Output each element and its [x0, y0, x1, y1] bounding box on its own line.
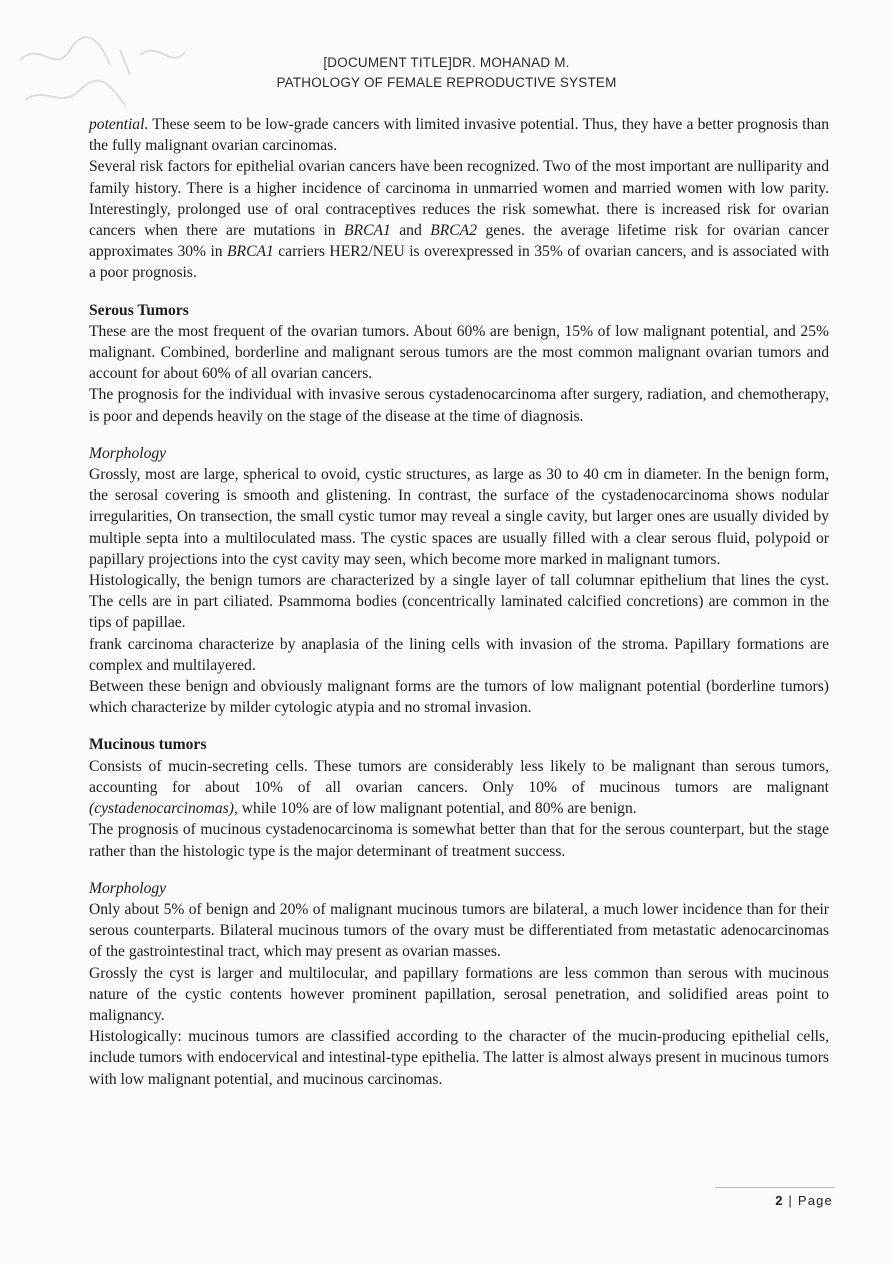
serous-paragraph-1: These are the most frequent of the ovarian tumors. About 60% are benign, 15% of low malignant potential, and 25% malignant. Combined, borderline and malignant serous tumors are the most common malignant ovarian tumors and account for about 60% of all ovarian cancers. — [89, 322, 829, 383]
intro-paragraph-2: Several risk factors for epithelial ovarian cancers have been recognized. Two of the most important are nulliparity and family history. There is a higher incidence of carcinoma in unmarried women and married women with low parity. Interestingly, prolonged use of oral contraceptives reduces the risk somewhat. there is increased risk for ovarian cancers when there are mutations in BRCA1 and BRCA2 genes. the average lifetime risk for ovarian cancer approximates 30% in BRCA1 carriers HER2/NEU is overexpressed in 35% of ovarian cancers, and is associated with a poor prognosis. — [89, 158, 829, 282]
page-footer — [775, 1193, 833, 1208]
document-body — [89, 114, 829, 1090]
header-title: [DOCUMENT TITLE]DR. MOHANAD M. — [323, 55, 570, 70]
header-subtitle: PATHOLOGY OF FEMALE REPRODUCTIVE SYSTEM — [276, 75, 617, 90]
intro-lead-word: potential. — [89, 116, 149, 133]
mucinous-heading: Mucinous tumors — [89, 736, 207, 754]
serous-paragraph-2: The prognosis for the individual with invasive serous cystadenocarcinoma after surgery, radiation, and chemotherapy, is poor and depends heavily on the stage of the disease at the time of diagnosis. — [89, 386, 829, 425]
mucinous-morphology-paragraph-2: Grossly the cyst is larger and multilocular, and papillary formations are less common than serous with mucinous nature of the cystic contents however prominent papillation, serosal penetration, and solidified areas point to malignancy. — [89, 964, 829, 1024]
page-separator: | — [783, 1193, 798, 1208]
serous-morphology-paragraph-1: Grossly, most are large, spherical to ovoid, cystic structures, as large as 30 to 40 cm in diameter. In the benign form, the serosal covering is smooth and glistening. In contrast, the surface of the cystadenocarcinoma shows nodular irregularities, On transection, the small cystic tumor may reveal a single cavity, but larger ones are usually divided by multiple septa into a multiloculated mass. The cystic spaces are usually filled with a clear serous fluid, polypoid or papillary projections into the cyst cavity may seen, which become more marked in malignant tumors. — [89, 466, 829, 568]
page-label: Page — [797, 1193, 833, 1208]
serous-morphology-paragraph-4: Between these benign and obviously malignant forms are the tumors of low malignant potential (borderline tumors) which characterize by milder cytologic atypia and no stromal invasion. — [89, 678, 829, 717]
mucinous-paragraph-1: Consists of mucin-secreting cells. These tumors are considerably less likely to be malignant than serous tumors, accounting for about 10% of all ovarian cancers. Only 10% of mucinous tumors are malignant (cystadenocarcinomas), while 10% are of low malignant potential, and 80% are benign. — [89, 757, 829, 818]
intro-paragraph-1: potential. These seem to be low-grade cancers with limited invasive potential. Thus, they have a better prognosis than the fully malignant ovarian carcinomas. — [89, 116, 829, 155]
serous-morphology-paragraph-3: frank carcinoma characterize by anaplasia of the lining cells with invasion of the stroma. Papillary formations are complex and multilayered. — [89, 635, 829, 674]
serous-morphology-paragraph-2: Histologically, the benign tumors are characterized by a single layer of tall columnar epithelium that lines the cyst. The cells are in part ciliated. Psammoma bodies (concentrically laminated calcified concretions) are common in the tips of papillae. — [89, 572, 829, 632]
serous-heading: Serous Tumors — [89, 301, 189, 319]
document-header — [0, 53, 893, 93]
mucinous-paragraph-2: The prognosis of mucinous cystadenocarcinoma is somewhat better than that for the serous counterpart, but the stage rather than the histologic type is the major determinant of treatment success. — [89, 821, 829, 860]
mucinous-morphology-heading: Morphology — [89, 879, 167, 897]
mucinous-morphology-paragraph-1: Only about 5% of benign and 20% of malignant mucinous tumors are bilateral, a much lower incidence than for their serous counterparts. Bilateral mucinous tumors of the ovary must be differentiated from metastatic adenocarcinomas of the gastrointestinal tract, which may present as ovarian masses. — [89, 900, 829, 961]
mucinous-morphology-paragraph-3: Histologically: mucinous tumors are classified according to the character of the mucin-producing epithelial cells, include tumors with endocervical and intestinal-type epithelia. The latter is almost always present in mucinous tumors with low malignant potential, and mucinous carcinomas. — [89, 1028, 829, 1088]
footer-divider — [715, 1187, 835, 1188]
page-number: 2 — [775, 1193, 784, 1208]
serous-morphology-heading: Morphology — [89, 444, 167, 462]
